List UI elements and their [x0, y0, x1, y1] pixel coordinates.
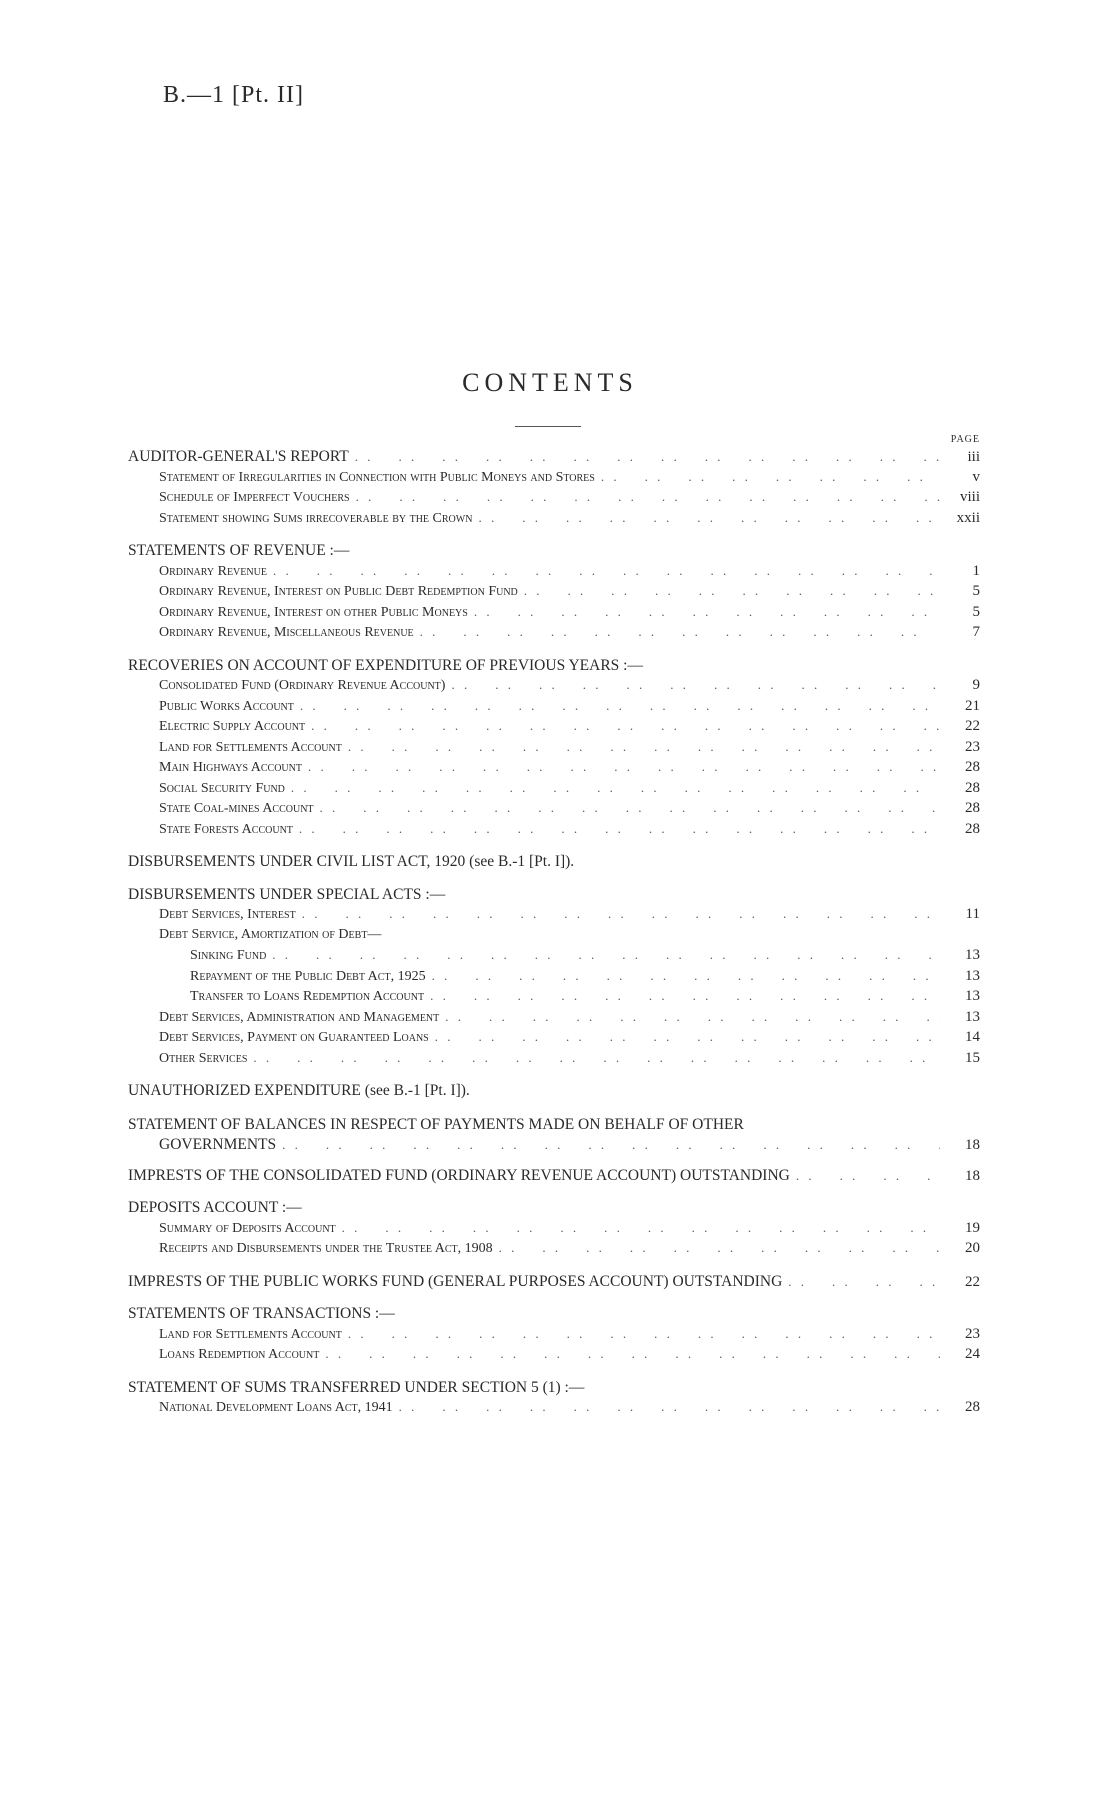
- toc-entry-label: Ordinary Revenue, Miscellaneous Revenue: [159, 625, 414, 640]
- toc-entry-label: Debt Service, Amortization of Debt—: [159, 926, 382, 942]
- toc-entry-label: Land for Settlements Account: [159, 739, 342, 755]
- toc-entry-label: National Development Loans Act, 1941: [159, 1400, 393, 1415]
- dot-leader: [595, 469, 940, 485]
- toc-entry-label: STATEMENT OF SUMS TRANSFERRED UNDER SECTION 5 (1) :—: [128, 1378, 585, 1396]
- toc-entry-label: AUDITOR-GENERAL'S REPORT: [128, 448, 349, 465]
- toc-entry-page: iii: [967, 449, 980, 465]
- dot-leader: [336, 1220, 940, 1236]
- toc-entry: [128, 489, 980, 510]
- toc-entry-page: 1: [972, 562, 980, 579]
- dot-leader: [350, 489, 940, 505]
- document-reference: B.—1 [Pt. II]: [163, 82, 304, 108]
- page-title: CONTENTS: [462, 368, 638, 397]
- dot-leader: [439, 1009, 940, 1025]
- toc-entry-label: STATEMENT OF BALANCES IN RESPECT OF PAYMENTS MADE ON BEHALF OF OTHER: [128, 1115, 744, 1133]
- dot-leader: [314, 800, 940, 816]
- dot-leader: [276, 1135, 940, 1155]
- toc-entry: [128, 1326, 980, 1347]
- toc-entry-page: 21: [965, 697, 980, 714]
- toc-entry-label: State Forests Account: [159, 821, 293, 837]
- toc-entry-label: Schedule of Imperfect Vouchers: [159, 490, 350, 505]
- toc-entry: [128, 1082, 980, 1103]
- toc-entry-label: Main Highways Account: [159, 760, 302, 775]
- toc-entry: [128, 698, 980, 719]
- toc-entry-page: 13: [965, 1008, 980, 1025]
- toc-entry-page: 19: [965, 1219, 980, 1236]
- toc-entry: [128, 448, 980, 469]
- table-of-contents: [128, 434, 980, 1420]
- toc-entry: [128, 947, 980, 968]
- toc-entry-page: xxii: [956, 509, 980, 526]
- toc-entry-label-continued: GOVERNMENTS: [159, 1135, 277, 1153]
- dot-leader: [426, 968, 940, 984]
- toc-entry-page: 28: [965, 1399, 980, 1415]
- toc-entry: [128, 1273, 980, 1294]
- toc-entry-label: Ordinary Revenue: [159, 563, 267, 579]
- dot-leader: [790, 1168, 940, 1184]
- dot-leader: [393, 1399, 940, 1415]
- toc-entry: [128, 657, 980, 678]
- toc-entry-label: Debt Services, Administration and Management: [159, 1009, 440, 1025]
- toc-entry-page: 14: [965, 1029, 980, 1045]
- toc-entry-page: 5: [972, 583, 980, 599]
- toc-entry-label: IMPRESTS OF THE PUBLIC WORKS FUND (GENERAL PURPOSES ACCOUNT) OUTSTANDING: [128, 1272, 783, 1290]
- toc-entry-label: Ordinary Revenue, Interest on other Public Moneys: [159, 604, 468, 620]
- toc-entry-page: 13: [965, 947, 980, 963]
- dot-leader: [518, 583, 940, 599]
- toc-entry: [128, 759, 980, 780]
- toc-entry-page: 18: [965, 1136, 980, 1153]
- toc-entry-page: 23: [965, 738, 980, 755]
- toc-entry: [128, 542, 980, 563]
- toc-entry-label: Social Security Fund: [159, 780, 285, 796]
- toc-entry-page: 28: [965, 800, 980, 816]
- dot-leader: [782, 1274, 940, 1290]
- toc-entry: [128, 1199, 980, 1220]
- toc-entry: [128, 718, 980, 739]
- toc-entry: [128, 800, 980, 821]
- toc-entry-label: Loans Redemption Account: [159, 1347, 320, 1362]
- toc-entry-balances: [128, 1115, 980, 1155]
- dot-leader: [424, 988, 940, 1004]
- dot-leader: [342, 1326, 940, 1342]
- toc-entry-label: Statement showing Sums irrecoverable by the Crown: [159, 510, 473, 526]
- toc-entry: [128, 677, 980, 698]
- toc-entry-page: 13: [965, 967, 980, 984]
- toc-entry: [128, 583, 980, 604]
- toc-entry-label: DISBURSEMENTS UNDER SPECIAL ACTS :—: [128, 885, 446, 903]
- toc-entry-page: 23: [965, 1325, 980, 1342]
- toc-entry: [128, 906, 980, 927]
- toc-entry-label: Repayment of the Public Debt Act, 1925: [190, 968, 426, 984]
- toc-entry-page: 24: [965, 1346, 980, 1362]
- toc-entries-bottom: [128, 1167, 980, 1420]
- toc-entry-label: Consolidated Fund (Ordinary Revenue Account): [159, 678, 446, 693]
- toc-entry: [128, 739, 980, 760]
- toc-entry: [128, 624, 980, 645]
- toc-entry-page: 15: [965, 1049, 980, 1066]
- toc-entry-label: Summary of Deposits Account: [159, 1220, 336, 1236]
- page-column-heading: PAGE: [950, 434, 980, 445]
- dot-leader: [266, 947, 940, 963]
- toc-entry-page: 20: [965, 1240, 980, 1256]
- toc-entry: [128, 563, 980, 584]
- toc-entry: [128, 1029, 980, 1050]
- toc-entry-page: 18: [965, 1167, 980, 1184]
- dot-leader: [302, 759, 940, 775]
- toc-entries-top: [128, 448, 980, 1103]
- toc-entry-label: Transfer to Loans Redemption Account: [190, 989, 425, 1004]
- dot-leader: [468, 604, 940, 620]
- toc-entry: [128, 1379, 980, 1400]
- toc-entry-label: Other Services: [159, 1050, 248, 1066]
- toc-entry: [128, 988, 980, 1009]
- toc-entry: [128, 1009, 980, 1030]
- toc-entry: [128, 1220, 980, 1241]
- dot-leader: [267, 563, 940, 579]
- dot-leader: [493, 1240, 940, 1256]
- toc-entry-page: 5: [972, 603, 980, 620]
- toc-entry: [128, 927, 980, 948]
- toc-entry: [128, 604, 980, 625]
- dot-leader: [349, 449, 940, 465]
- toc-entry-label: RECOVERIES ON ACCOUNT OF EXPENDITURE OF PREVIOUS YEARS :—: [128, 656, 643, 674]
- toc-entry-label: DEPOSITS ACCOUNT :—: [128, 1199, 302, 1216]
- toc-entry-label: UNAUTHORIZED EXPENDITURE (see B.-1 [Pt. I]).: [128, 1082, 470, 1099]
- toc-entry: [128, 1167, 980, 1188]
- toc-entry-label: Ordinary Revenue, Interest on Public Debt Redemption Fund: [159, 584, 518, 599]
- dot-leader: [285, 780, 940, 796]
- toc-entry: [128, 968, 980, 989]
- title-divider: [515, 426, 581, 427]
- dot-leader: [429, 1029, 940, 1045]
- toc-entry-page: 9: [972, 677, 980, 693]
- dot-leader: [293, 821, 940, 837]
- toc-entry: [128, 1050, 980, 1071]
- toc-entry: [128, 1305, 980, 1326]
- toc-entry: [128, 469, 980, 490]
- toc-entry-page: 28: [965, 779, 980, 796]
- toc-entry: [128, 853, 980, 874]
- toc-entry-label: Debt Services, Interest: [159, 907, 296, 922]
- toc-entry-label: Land for Settlements Account: [159, 1326, 342, 1342]
- toc-entry-page: 11: [965, 906, 980, 922]
- toc-entry: [128, 1346, 980, 1367]
- toc-entry-page: 7: [972, 624, 980, 640]
- dot-leader: [294, 698, 940, 714]
- toc-entry-page: 13: [965, 988, 980, 1004]
- dot-leader: [305, 718, 940, 734]
- dot-leader: [342, 739, 940, 755]
- dot-leader: [445, 677, 940, 693]
- toc-entry-page: viii: [959, 489, 980, 505]
- toc-entry-label: Receipts and Disbursements under the Trustee Act, 1908: [159, 1241, 493, 1256]
- toc-entry: [128, 1399, 980, 1420]
- toc-entry-label: Debt Services, Payment on Guaranteed Loans: [159, 1030, 429, 1045]
- toc-entry-page: 22: [965, 718, 980, 734]
- toc-entry-page: 22: [965, 1273, 980, 1290]
- toc-entry-page: 28: [965, 759, 980, 775]
- dot-leader: [296, 906, 940, 922]
- toc-entry-label: Statement of Irregularities in Connection with Public Moneys and Stores: [159, 469, 595, 485]
- toc-entry-label: DISBURSEMENTS UNDER CIVIL LIST ACT, 1920 (see B.-1 [Pt. I]).: [128, 853, 575, 870]
- toc-entry-label: State Coal-mines Account: [159, 801, 314, 816]
- toc-entry-label: IMPRESTS OF THE CONSOLIDATED FUND (ORDINARY REVENUE ACCOUNT) OUTSTANDING: [128, 1166, 790, 1184]
- toc-entry-page: v: [972, 468, 980, 485]
- toc-entry: [128, 510, 980, 531]
- toc-entry-label: STATEMENTS OF TRANSACTIONS :—: [128, 1305, 395, 1322]
- dot-leader: [319, 1346, 940, 1362]
- toc-entry-label: STATEMENTS OF REVENUE :—: [128, 542, 350, 559]
- toc-entry: [128, 821, 980, 842]
- toc-entry-label: Sinking Fund: [190, 948, 267, 963]
- toc-entry-page: 28: [965, 820, 980, 837]
- toc-entry: [128, 1240, 980, 1261]
- dot-leader: [414, 624, 940, 640]
- toc-entry-label: Public Works Account: [159, 698, 294, 714]
- dot-leader: [472, 510, 940, 526]
- dot-leader: [247, 1050, 940, 1066]
- toc-entry: [128, 780, 980, 801]
- toc-entry: [128, 886, 980, 907]
- toc-entry-label: Electric Supply Account: [159, 719, 306, 734]
